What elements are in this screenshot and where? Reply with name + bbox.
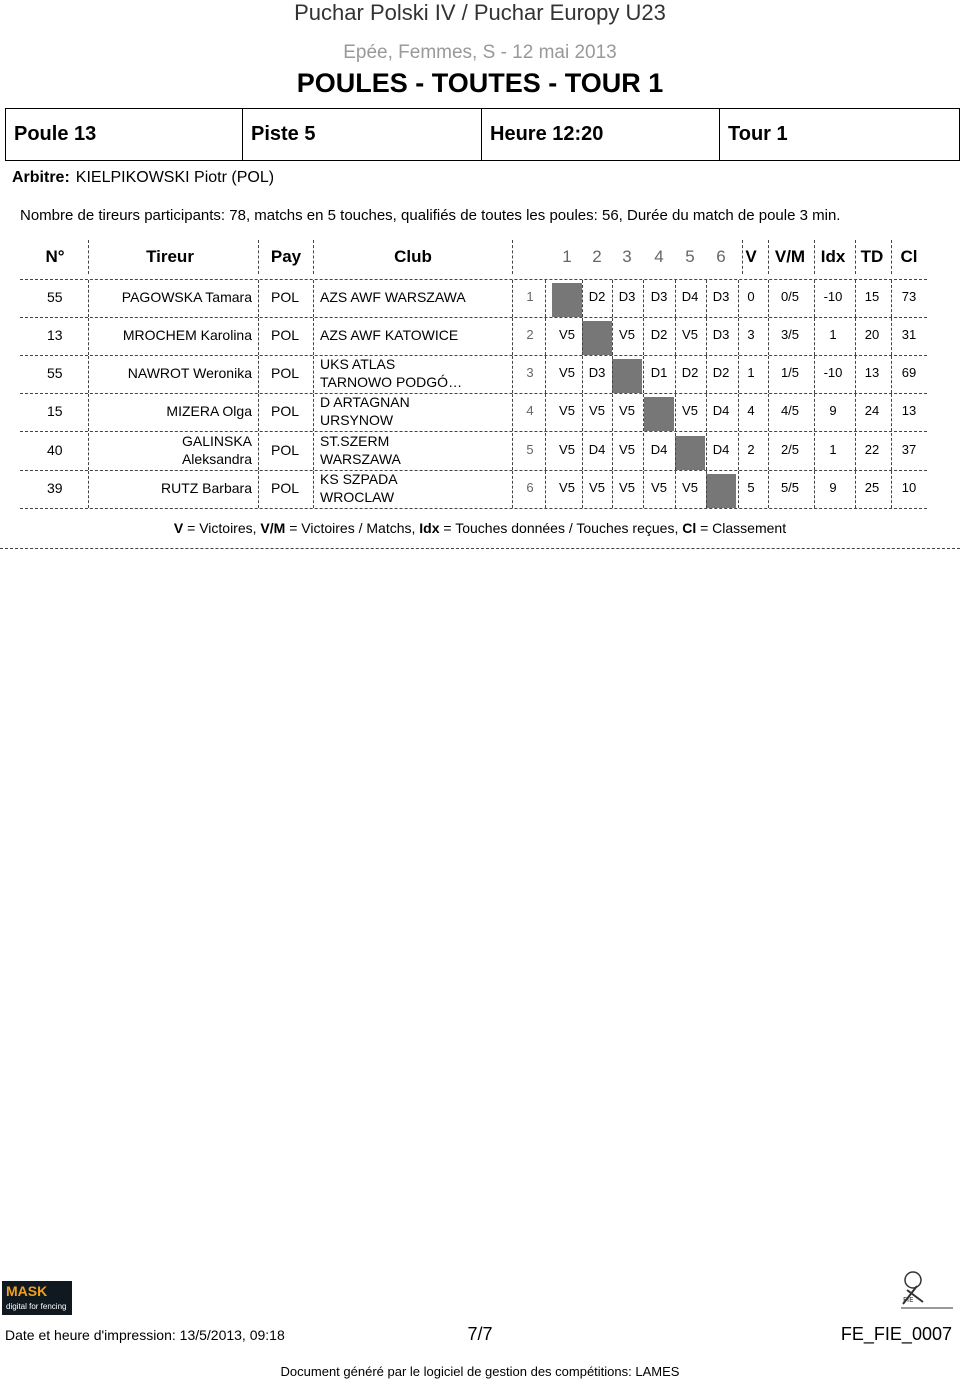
bout-result: V5 xyxy=(619,480,635,495)
row-country: POL xyxy=(271,289,300,305)
row-country: POL xyxy=(271,365,300,381)
svg-text:FIE: FIE xyxy=(903,1296,914,1304)
legend-vm-text: = Victoires / Matchs, xyxy=(285,520,420,536)
row-club xyxy=(320,470,510,506)
header-divider xyxy=(742,240,743,274)
row-bottom-divider xyxy=(20,508,927,509)
bout-result: V5 xyxy=(589,403,605,418)
row-divider xyxy=(643,280,644,317)
row-club: AZS AWF KATOWICE xyxy=(320,327,459,343)
row-divider xyxy=(891,318,892,355)
bout-result: V5 xyxy=(619,442,635,457)
row-bottom-divider xyxy=(20,317,927,318)
row-divider xyxy=(768,318,769,355)
bout-result: V5 xyxy=(559,365,575,380)
row-position: 1 xyxy=(526,289,534,304)
row-club xyxy=(320,432,510,468)
tour-number: Tour 1 xyxy=(728,123,788,145)
row-divider xyxy=(545,280,546,317)
row-fencer-name: MROCHEM Karolina xyxy=(122,327,252,343)
row-club xyxy=(320,355,510,391)
row-victory-ratio: 3/5 xyxy=(780,327,800,342)
row-position: 6 xyxy=(526,480,534,495)
row-divider xyxy=(814,280,815,317)
row-touches-scored: 25 xyxy=(864,480,880,495)
row-position: 3 xyxy=(526,365,534,380)
header-vm: V/M xyxy=(774,247,806,266)
bout-result: D1 xyxy=(650,365,668,380)
row-fencer-name xyxy=(90,432,252,468)
row-country: POL xyxy=(271,327,300,343)
row-divider xyxy=(582,356,583,393)
row-country: POL xyxy=(271,480,300,496)
header-bout-5: 5 xyxy=(685,247,695,266)
bout-result: D4 xyxy=(681,289,699,304)
event-subtitle: Epée, Femmes, S - 12 mai 2013 xyxy=(343,42,617,63)
row-rank: 37 xyxy=(901,442,917,457)
row-touches-scored: 24 xyxy=(864,403,880,418)
row-fencer-number: 40 xyxy=(47,442,63,458)
row-position: 4 xyxy=(526,403,534,418)
row-divider xyxy=(582,394,583,431)
row-divider xyxy=(88,471,89,508)
page-title: POULES - TOUTES - TOUR 1 xyxy=(296,68,664,98)
row-rank: 73 xyxy=(901,289,917,304)
row-divider xyxy=(643,318,644,355)
row-index: 1 xyxy=(829,442,837,457)
row-victory-ratio: 0/5 xyxy=(780,289,800,304)
row-divider xyxy=(706,356,707,393)
row-divider xyxy=(582,280,583,317)
row-divider xyxy=(88,318,89,355)
row-divider xyxy=(855,471,856,508)
row-fencer-number: 55 xyxy=(47,365,63,381)
row-divider xyxy=(313,318,314,355)
row-fencer-name: RUTZ Barbara xyxy=(160,480,252,496)
row-divider xyxy=(582,433,583,470)
row-divider xyxy=(545,433,546,470)
row-divider xyxy=(612,280,613,317)
bout-result: V5 xyxy=(682,403,698,418)
row-divider xyxy=(814,318,815,355)
row-divider xyxy=(706,318,707,355)
legend-cl-key: Cl xyxy=(682,520,697,536)
header-divider xyxy=(814,240,815,274)
row-divider xyxy=(545,318,546,355)
row-divider xyxy=(768,280,769,317)
print-date: Date et heure d'impression: 13/5/2013, 09:18 xyxy=(5,1327,285,1343)
row-divider xyxy=(512,471,513,508)
row-club: AZS AWF WARSZAWA xyxy=(320,289,466,305)
mask-logo: MASK digital for fencing xyxy=(2,1281,72,1315)
row-victories: 4 xyxy=(747,403,755,418)
row-divider xyxy=(891,471,892,508)
legend-cl-text: = Classement xyxy=(696,520,787,536)
header-idx: Idx xyxy=(820,247,846,266)
row-divider xyxy=(258,356,259,393)
row-divider xyxy=(512,433,513,470)
row-fencer-name: MIZERA Olga xyxy=(166,403,252,419)
header-pay: Pay xyxy=(270,247,302,266)
row-divider xyxy=(706,280,707,317)
row-divider xyxy=(768,433,769,470)
referee-name: KIELPIKOWSKI Piotr (POL) xyxy=(75,169,275,186)
bout-result: V5 xyxy=(651,480,667,495)
header-club: Club xyxy=(394,247,432,266)
bout-result: V5 xyxy=(589,480,605,495)
row-divider xyxy=(258,280,259,317)
row-fencer-name-line: GALINSKA xyxy=(181,433,252,449)
header-num: N° xyxy=(45,247,65,266)
row-divider xyxy=(675,471,676,508)
row-country: POL xyxy=(271,442,300,458)
row-divider xyxy=(855,433,856,470)
row-divider xyxy=(612,471,613,508)
row-club-line: URSYNOW xyxy=(320,412,394,428)
bout-result: V5 xyxy=(559,327,575,342)
bout-result: D3 xyxy=(618,289,636,304)
header-bout-6: 6 xyxy=(716,247,726,266)
row-victories: 1 xyxy=(747,365,755,380)
bout-result: V5 xyxy=(559,442,575,457)
row-divider xyxy=(738,433,739,470)
bout-result: D2 xyxy=(650,327,668,342)
row-index: 9 xyxy=(829,403,837,418)
row-divider xyxy=(88,394,89,431)
row-divider xyxy=(855,394,856,431)
event-title: Puchar Polski IV / Puchar Europy U23 xyxy=(294,0,666,25)
bout-result: V5 xyxy=(559,480,575,495)
row-divider xyxy=(313,280,314,317)
document-code: FE_FIE_0007 xyxy=(840,1324,952,1344)
row-divider xyxy=(675,433,676,470)
bout-result: D3 xyxy=(650,289,668,304)
start-time: Heure 12:20 xyxy=(482,109,720,160)
row-divider xyxy=(814,394,815,431)
row-divider xyxy=(643,394,644,431)
referee-label: Arbitre: xyxy=(12,169,70,186)
bout-result: V5 xyxy=(619,403,635,418)
row-divider xyxy=(706,394,707,431)
row-divider xyxy=(313,471,314,508)
row-victories: 3 xyxy=(747,327,755,342)
row-divider xyxy=(675,394,676,431)
bout-result: D4 xyxy=(712,403,730,418)
header-divider xyxy=(313,240,314,274)
row-victories: 5 xyxy=(747,480,755,495)
legend xyxy=(0,520,960,536)
header-divider xyxy=(855,240,856,274)
row-divider xyxy=(545,394,546,431)
row-divider xyxy=(675,356,676,393)
row-divider xyxy=(612,356,613,393)
row-country: POL xyxy=(271,403,300,419)
row-divider xyxy=(814,471,815,508)
row-club-line: ST.SZERM xyxy=(320,433,390,449)
bout-result: V5 xyxy=(682,327,698,342)
row-divider xyxy=(545,356,546,393)
row-rank: 13 xyxy=(901,403,917,418)
header-bout-2: 2 xyxy=(592,247,602,266)
header-bout-3: 3 xyxy=(622,247,632,266)
bout-result: D4 xyxy=(588,442,606,457)
bout-result: D3 xyxy=(588,365,606,380)
header-bout-4: 4 xyxy=(654,247,664,266)
row-touches-scored: 13 xyxy=(864,365,880,380)
piste-number: Piste 5 xyxy=(243,109,482,160)
header-tireur: Tireur xyxy=(146,247,194,266)
bout-result: D2 xyxy=(712,365,730,380)
row-club xyxy=(320,393,510,429)
row-touches-scored: 22 xyxy=(864,442,880,457)
row-divider xyxy=(675,318,676,355)
generator-note: Document généré par le logiciel de gestion des compétitions: LAMES xyxy=(280,1364,680,1379)
row-divider xyxy=(855,280,856,317)
row-divider xyxy=(643,356,644,393)
row-divider xyxy=(768,356,769,393)
row-divider xyxy=(768,394,769,431)
row-club-line: UKS ATLAS xyxy=(320,356,396,372)
header-td: TD xyxy=(860,247,884,266)
bout-self-cell xyxy=(644,397,674,431)
row-rank: 10 xyxy=(901,480,917,495)
row-victory-ratio: 4/5 xyxy=(780,403,800,418)
row-position: 2 xyxy=(526,327,534,342)
row-index: -10 xyxy=(823,365,843,380)
row-divider xyxy=(706,433,707,470)
header-v: V xyxy=(745,247,757,266)
row-divider xyxy=(258,318,259,355)
row-fencer-number: 39 xyxy=(47,480,63,496)
row-fencer-name-line: Aleksandra xyxy=(181,451,252,467)
row-fencer-name: NAWROT Weronika xyxy=(127,365,252,381)
row-victory-ratio: 1/5 xyxy=(780,365,800,380)
row-divider xyxy=(512,280,513,317)
competition-summary: Nombre de tireurs participants: 78, matchs en 5 touches, qualifiés de toutes les poules: 56, Durée du match de poule 3 min. xyxy=(20,207,841,224)
row-divider xyxy=(512,318,513,355)
row-position: 5 xyxy=(526,442,534,457)
header-divider xyxy=(88,240,89,274)
legend-vm-key: V/M xyxy=(260,520,286,536)
poule-info-bar xyxy=(5,108,960,161)
bout-result: V5 xyxy=(682,480,698,495)
legend-v-text: = Victoires, xyxy=(183,520,261,536)
page-number: 7/7 xyxy=(467,1324,493,1344)
bout-result: D3 xyxy=(712,289,730,304)
row-divider xyxy=(643,471,644,508)
row-divider xyxy=(512,394,513,431)
row-divider xyxy=(313,433,314,470)
header-divider xyxy=(768,240,769,274)
row-divider xyxy=(738,280,739,317)
row-rank: 69 xyxy=(901,365,917,380)
row-divider xyxy=(891,280,892,317)
row-divider xyxy=(738,356,739,393)
row-divider xyxy=(814,433,815,470)
header-divider xyxy=(258,240,259,274)
row-divider xyxy=(675,280,676,317)
header-divider xyxy=(891,240,892,274)
row-divider xyxy=(643,433,644,470)
row-divider xyxy=(612,433,613,470)
bout-self-cell xyxy=(706,474,736,508)
row-index: 9 xyxy=(829,480,837,495)
legend-divider xyxy=(0,548,960,549)
row-divider xyxy=(738,318,739,355)
row-divider xyxy=(612,394,613,431)
row-divider xyxy=(891,356,892,393)
legend-idx-key: Idx xyxy=(419,520,440,536)
row-divider xyxy=(88,433,89,470)
header-cl: Cl xyxy=(900,247,918,266)
row-victories: 2 xyxy=(747,442,755,457)
header-row-divider xyxy=(20,279,927,280)
row-divider xyxy=(612,318,613,355)
bout-self-cell xyxy=(675,436,705,470)
row-divider xyxy=(258,394,259,431)
row-victory-ratio: 5/5 xyxy=(780,480,800,495)
row-divider xyxy=(706,471,707,508)
row-victories: 0 xyxy=(747,289,755,304)
poule-number: Poule 13 xyxy=(6,109,243,160)
bout-result: V5 xyxy=(559,403,575,418)
bout-result: D3 xyxy=(712,327,730,342)
header-bout-1: 1 xyxy=(562,247,572,266)
bout-result: D2 xyxy=(681,365,699,380)
row-divider xyxy=(512,356,513,393)
row-club-line: D ARTAGNAN xyxy=(320,394,410,410)
bout-result: D4 xyxy=(712,442,730,457)
row-divider xyxy=(891,433,892,470)
row-victory-ratio: 2/5 xyxy=(780,442,800,457)
row-divider xyxy=(258,471,259,508)
row-index: 1 xyxy=(829,327,837,342)
row-divider xyxy=(88,356,89,393)
row-fencer-number: 13 xyxy=(47,327,63,343)
bout-result: D2 xyxy=(588,289,606,304)
row-divider xyxy=(814,356,815,393)
bout-result: D4 xyxy=(650,442,668,457)
row-divider xyxy=(582,471,583,508)
bout-self-cell xyxy=(552,283,582,317)
row-club-line: WARSZAWA xyxy=(320,451,401,467)
row-club-line: KS SZPADA xyxy=(320,471,398,487)
row-divider xyxy=(855,356,856,393)
row-divider xyxy=(545,471,546,508)
row-divider xyxy=(855,318,856,355)
row-divider xyxy=(258,433,259,470)
row-touches-scored: 20 xyxy=(864,327,880,342)
bout-result: V5 xyxy=(619,327,635,342)
row-divider xyxy=(738,471,739,508)
row-fencer-number: 55 xyxy=(47,289,63,305)
row-divider xyxy=(738,394,739,431)
row-index: -10 xyxy=(823,289,843,304)
row-divider xyxy=(582,318,583,355)
bout-self-cell xyxy=(612,359,642,393)
row-fencer-name: PAGOWSKA Tamara xyxy=(121,289,252,305)
legend-v-key: V xyxy=(173,520,184,536)
fie-logo xyxy=(893,1268,957,1316)
row-club-line: TARNOWO PODGÓ… xyxy=(320,374,463,390)
row-divider xyxy=(313,394,314,431)
legend-idx-text: = Touches données / Touches reçues, xyxy=(439,520,683,536)
row-club-line: WROCLAW xyxy=(320,489,395,505)
row-divider xyxy=(891,394,892,431)
bout-self-cell xyxy=(582,321,612,355)
row-fencer-number: 15 xyxy=(47,403,63,419)
row-rank: 31 xyxy=(901,327,917,342)
referee xyxy=(12,169,274,187)
row-divider xyxy=(768,471,769,508)
header-divider xyxy=(512,240,513,274)
row-divider xyxy=(313,356,314,393)
row-touches-scored: 15 xyxy=(864,289,880,304)
row-divider xyxy=(88,280,89,317)
